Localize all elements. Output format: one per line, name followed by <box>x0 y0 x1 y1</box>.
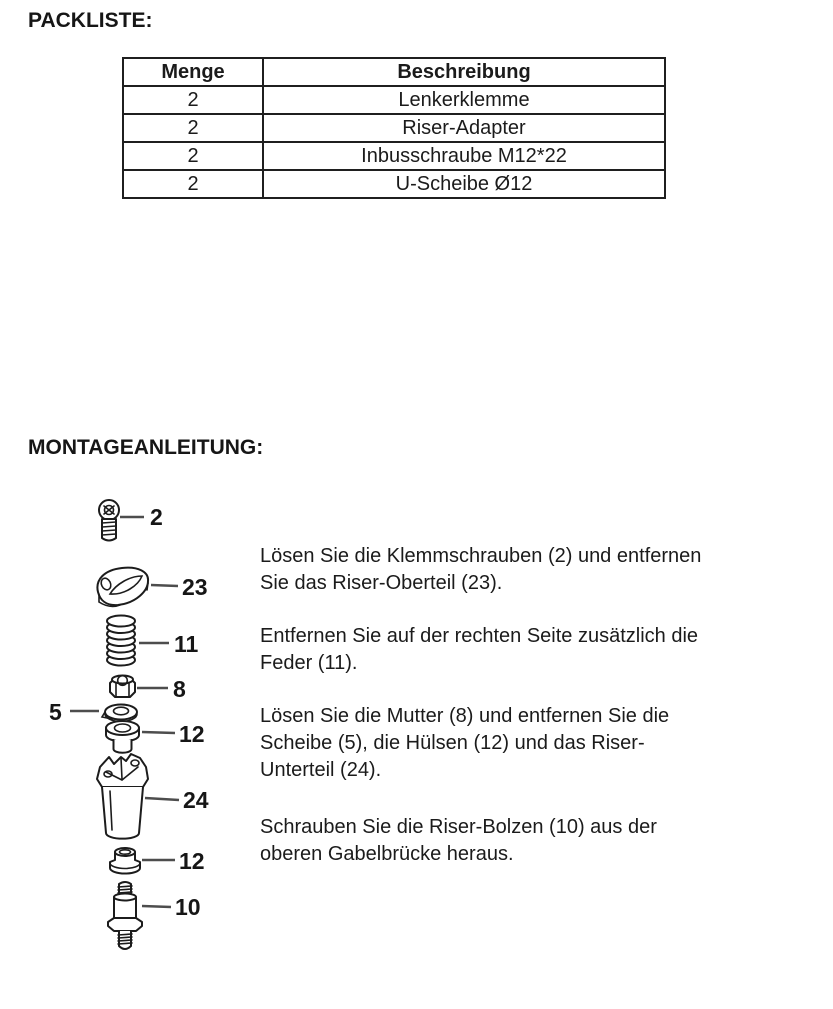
table-cell-description: Riser-Adapter <box>263 114 665 142</box>
table-cell-quantity: 2 <box>123 114 263 142</box>
part-label-5: 5 <box>49 699 62 725</box>
instruction-line: Unterteil (24). <box>260 759 382 781</box>
packing-list-table <box>122 57 666 199</box>
table-row <box>123 86 665 114</box>
table-row <box>123 170 665 198</box>
instruction-line: Entfernen Sie auf der rechten Seite zusätzlich die <box>260 625 699 647</box>
part-label-12b: 12 <box>179 848 205 874</box>
table-cell-quantity: 2 <box>123 142 263 170</box>
instruction-paragraph <box>260 623 698 677</box>
table-cell-quantity: 2 <box>123 170 263 198</box>
part-label-2: 2 <box>150 504 163 530</box>
table-header-row <box>123 58 665 86</box>
table-cell-description: Inbusschraube M12*22 <box>263 142 665 170</box>
instruction-paragraph <box>260 703 669 784</box>
table-cell-description: U-Scheibe Ø12 <box>263 170 665 198</box>
leader-line-12a <box>142 732 175 733</box>
part-klemmschraube-drawing <box>99 500 163 541</box>
part-feder-drawing <box>107 616 199 666</box>
instruction-line: oberen Gabelbrücke heraus. <box>260 843 514 865</box>
packliste-heading: PACKLISTE: <box>28 9 153 32</box>
part-riser-unterteil-drawing <box>97 754 209 839</box>
part-riser-oberteil-drawing <box>97 568 207 607</box>
table-row <box>123 114 665 142</box>
leader-line-10 <box>142 906 171 907</box>
part-huelse-unten-drawing <box>110 848 205 874</box>
instructions-block <box>260 486 825 916</box>
instruction-paragraph <box>260 814 657 868</box>
instruction-line: Feder (11). <box>260 652 358 674</box>
exploded-parts-diagram <box>30 486 270 986</box>
instruction-line: Schrauben Sie die Riser-Bolzen (10) aus der <box>260 816 657 838</box>
table-header-beschreibung: Beschreibung <box>263 58 665 86</box>
table-header-menge: Menge <box>123 58 263 86</box>
leader-line-23 <box>151 585 178 586</box>
part-huelse-oben-drawing <box>106 721 205 753</box>
part-riser-bolzen-drawing <box>108 882 201 949</box>
instruction-line: Lösen Sie die Klemmschrauben (2) und entfernen <box>260 545 702 567</box>
part-label-24: 24 <box>183 787 209 813</box>
instruction-line: Scheibe (5), die Hülsen (12) und das Riser- <box>260 732 645 754</box>
instruction-paragraph <box>260 543 701 597</box>
part-label-23: 23 <box>182 574 208 600</box>
montageanleitung-heading: MONTAGEANLEITUNG: <box>28 436 264 459</box>
table-cell-description: Lenkerklemme <box>263 86 665 114</box>
table-cell-quantity: 2 <box>123 86 263 114</box>
leader-line-24 <box>145 798 179 800</box>
part-label-8: 8 <box>173 676 186 702</box>
instruction-line: Lösen Sie die Mutter (8) und entfernen Sie die <box>260 705 670 727</box>
instruction-line: Sie das Riser-Oberteil (23). <box>260 572 503 594</box>
part-mutter-drawing <box>110 676 186 703</box>
table-row <box>123 142 665 170</box>
part-label-12a: 12 <box>179 721 205 747</box>
part-label-10: 10 <box>175 894 201 920</box>
part-label-11: 11 <box>174 631 199 657</box>
